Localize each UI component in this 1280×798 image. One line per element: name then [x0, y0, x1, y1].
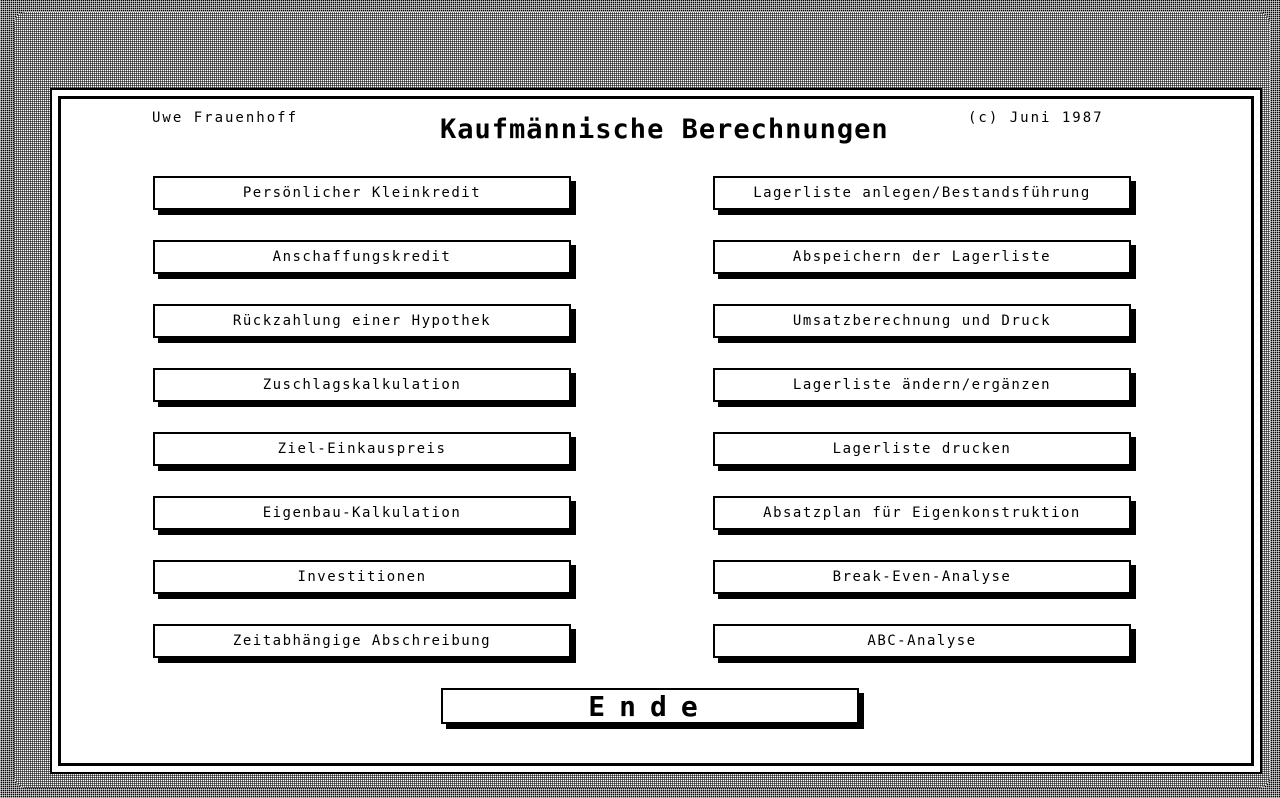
umsatzberechnung-button[interactable]: Umsatzberechnung und Druck	[713, 304, 1131, 338]
ende-button[interactable]: Ende	[441, 688, 859, 724]
anschaffungskredit-button[interactable]: Anschaffungskredit	[153, 240, 571, 274]
lagerliste-aendern-button[interactable]: Lagerliste ändern/ergänzen	[713, 368, 1131, 402]
break-even-analyse-button[interactable]: Break-Even-Analyse	[713, 560, 1131, 594]
zeitabhaengige-abschreibung-button[interactable]: Zeitabhängige Abschreibung	[153, 624, 571, 658]
lagerliste-abspeichern-button[interactable]: Abspeichern der Lagerliste	[713, 240, 1131, 274]
ziel-einkaufspreis-button[interactable]: Ziel-Einkauspreis	[153, 432, 571, 466]
eigenbau-kalkulation-button[interactable]: Eigenbau-Kalkulation	[153, 496, 571, 530]
page-title: Kaufmännische Berechnungen	[440, 114, 889, 145]
lagerliste-drucken-button[interactable]: Lagerliste drucken	[713, 432, 1131, 466]
rueckzahlung-hypothek-button[interactable]: Rückzahlung einer Hypothek	[153, 304, 571, 338]
lagerliste-anlegen-button[interactable]: Lagerliste anlegen/Bestandsführung	[713, 176, 1131, 210]
abc-analyse-button[interactable]: ABC-Analyse	[713, 624, 1131, 658]
investitionen-button[interactable]: Investitionen	[153, 560, 571, 594]
zuschlagskalkulation-button[interactable]: Zuschlagskalkulation	[153, 368, 571, 402]
absatzplan-button[interactable]: Absatzplan für Eigenkonstruktion	[713, 496, 1131, 530]
author-label: Uwe Frauenhoff	[152, 110, 299, 126]
persoenlicher-kleinkredit-button[interactable]: Persönlicher Kleinkredit	[153, 176, 571, 210]
copyright-label: (c) Juni 1987	[968, 110, 1104, 126]
